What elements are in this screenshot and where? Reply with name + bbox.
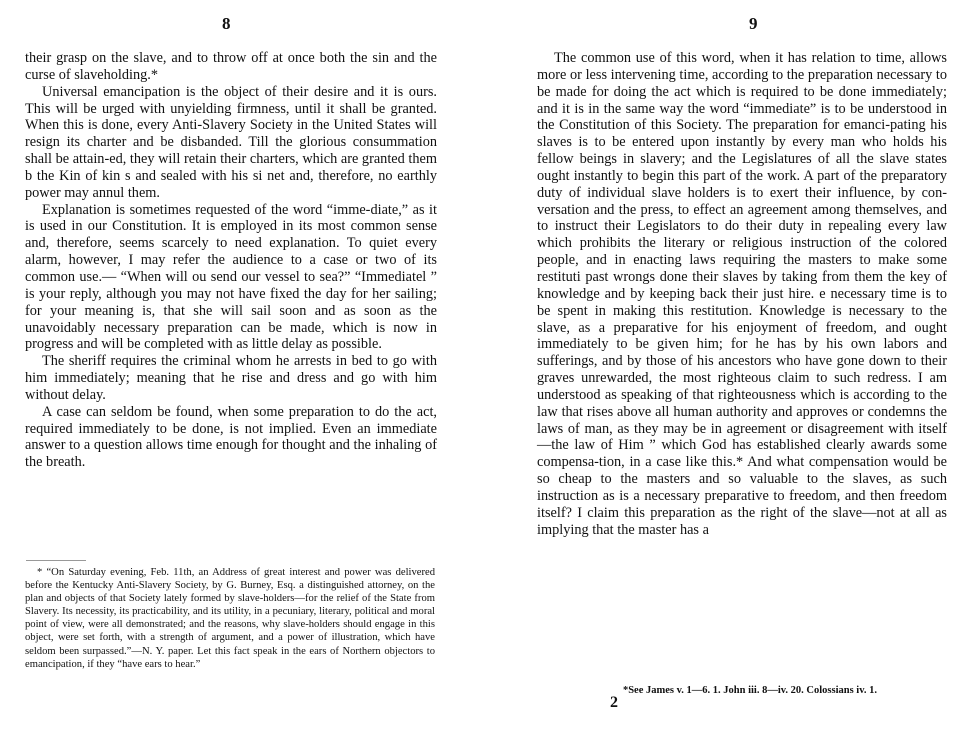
paragraph: Universal emancipation is the object of their desire and it is ours. This will be urged with unyielding firmness, until it shall be granted. When this is done, every Anti-Slavery Society in the United States will resign its charter and be disbanded. Till the glorious consummation shall be attain-ed, they will retain their charters, which are granted them b the Kin of kin s and sealed with his si net and, therefore, no earthly power may annul them. bbox=[25, 83, 437, 201]
footnote: *See James v. 1—6. 1. John iii. 8—iv. 20. Colossians iv. 1. bbox=[622, 685, 878, 696]
paragraph: The common use of this word, when it has relation to time, allows more or less intervening time, according to the preparation necessary to be made for doing the act which is required to be done immediately; and it is in the same way the word “immediate” is to be understood in the Constitution of this Society. The preparation for emanci-pating his slaves is to be entered upon instantly by every man who holds his fellow beings in slavery; and the Legislatures of all the slave states ought instantly to begin this part of the work. A part of the preparatory duty of individual slave holders is to exert their influence, by con-versation and the press, to effect an agreement among themselves, and to instruct their Legislators to do their duty in repealing every law which prohibits the literary or religious instruction of the colored people, and in enacting laws requiring the masters to make some restituti past wrongs done their slaves by taking from them the key of knowledge and by keeping back their just hire. e necessary time is to be spent in making this restitution. Knowledge is necessary to the slave, as a preparative for his enjoyment of freedom, and ought immediately to be given him; for he has by his own labors and sufferings, and by those of his ancestors who have gone down to their graves unrewarded, the most righteous claim to such redress. I am understood as speaking of that righteousness which is according to the law that rises above all human authority and approves or condemns the laws of man, as they may be in agreement or disagreement with itself—the law of Him ” which God has established clearly awards some compensa-tion, in a case like this.* And what compensation would be so cheap to the masters and so valuable to the slaves, as such instruction as is a necessary preparative to freedom, and then freedom itself? I claim this preparation as the right of the slave—not at all as implying that the master has a bbox=[537, 50, 947, 538]
page-body bbox=[537, 50, 947, 538]
paragraph: their grasp on the slave, and to throw off at once both the sin and the curse of slaveholding.* bbox=[25, 50, 437, 83]
page-body bbox=[25, 50, 437, 471]
paragraph: A case can seldom be found, when some preparation to do the act, required immediately to be done, is not implied. Even an immediate answer to a question allows time enough for thought and the inhaling of the breath. bbox=[25, 403, 437, 471]
page-number: 8 bbox=[222, 14, 231, 33]
footnote bbox=[25, 566, 435, 671]
signature-mark: 2 bbox=[610, 694, 618, 711]
paragraph: Explanation is sometimes requested of the word “imme-diate,” as it is used in our Constitution. It is employed in its most common sense and, therefore, seems scarcely to need explanation. To quiet every alarm, however, I may refer the audience to a case or two of its common use.— “When will ou send our vessel to sea?” “Immediatel ” is your reply, although you may not have fixed the day for her sailing; for your meaning is, that she will sail soon and as soon as the unavoidably necessary preparation can be made, which is now in progress and will be completed with as little delay as possible. bbox=[25, 201, 437, 353]
footnote-text: * “On Saturday evening, Feb. 11th, an Address of great interest and power was delivered before the Kentucky Anti-Slavery Society, by G. Burney, Esq. a distinguished attorney, on the plan and objects of that Society lately formed by slave-holders—for the relief of the State from Slavery. Its necessity, its practicability, and its utility, in a pecuniary, literary, political and moral point of view, were all demonstrated; and the reasons, why slave-holders should engage in this object, were set forth, with a strength of argument, and a power of illustration, which have seldom been surpassed.”—N. Y. paper. Let this fact speak in the ears of Northern objectors to emancipation, if they “have ears to hear.” bbox=[25, 567, 435, 670]
paragraph: The sheriff requires the criminal whom he arrests in bed to go with him immediately; meaning that he rise and dress and go with him without delay. bbox=[25, 353, 437, 403]
page-number: 9 bbox=[749, 14, 758, 33]
footnote-divider bbox=[26, 560, 86, 561]
right-page bbox=[490, 0, 980, 735]
